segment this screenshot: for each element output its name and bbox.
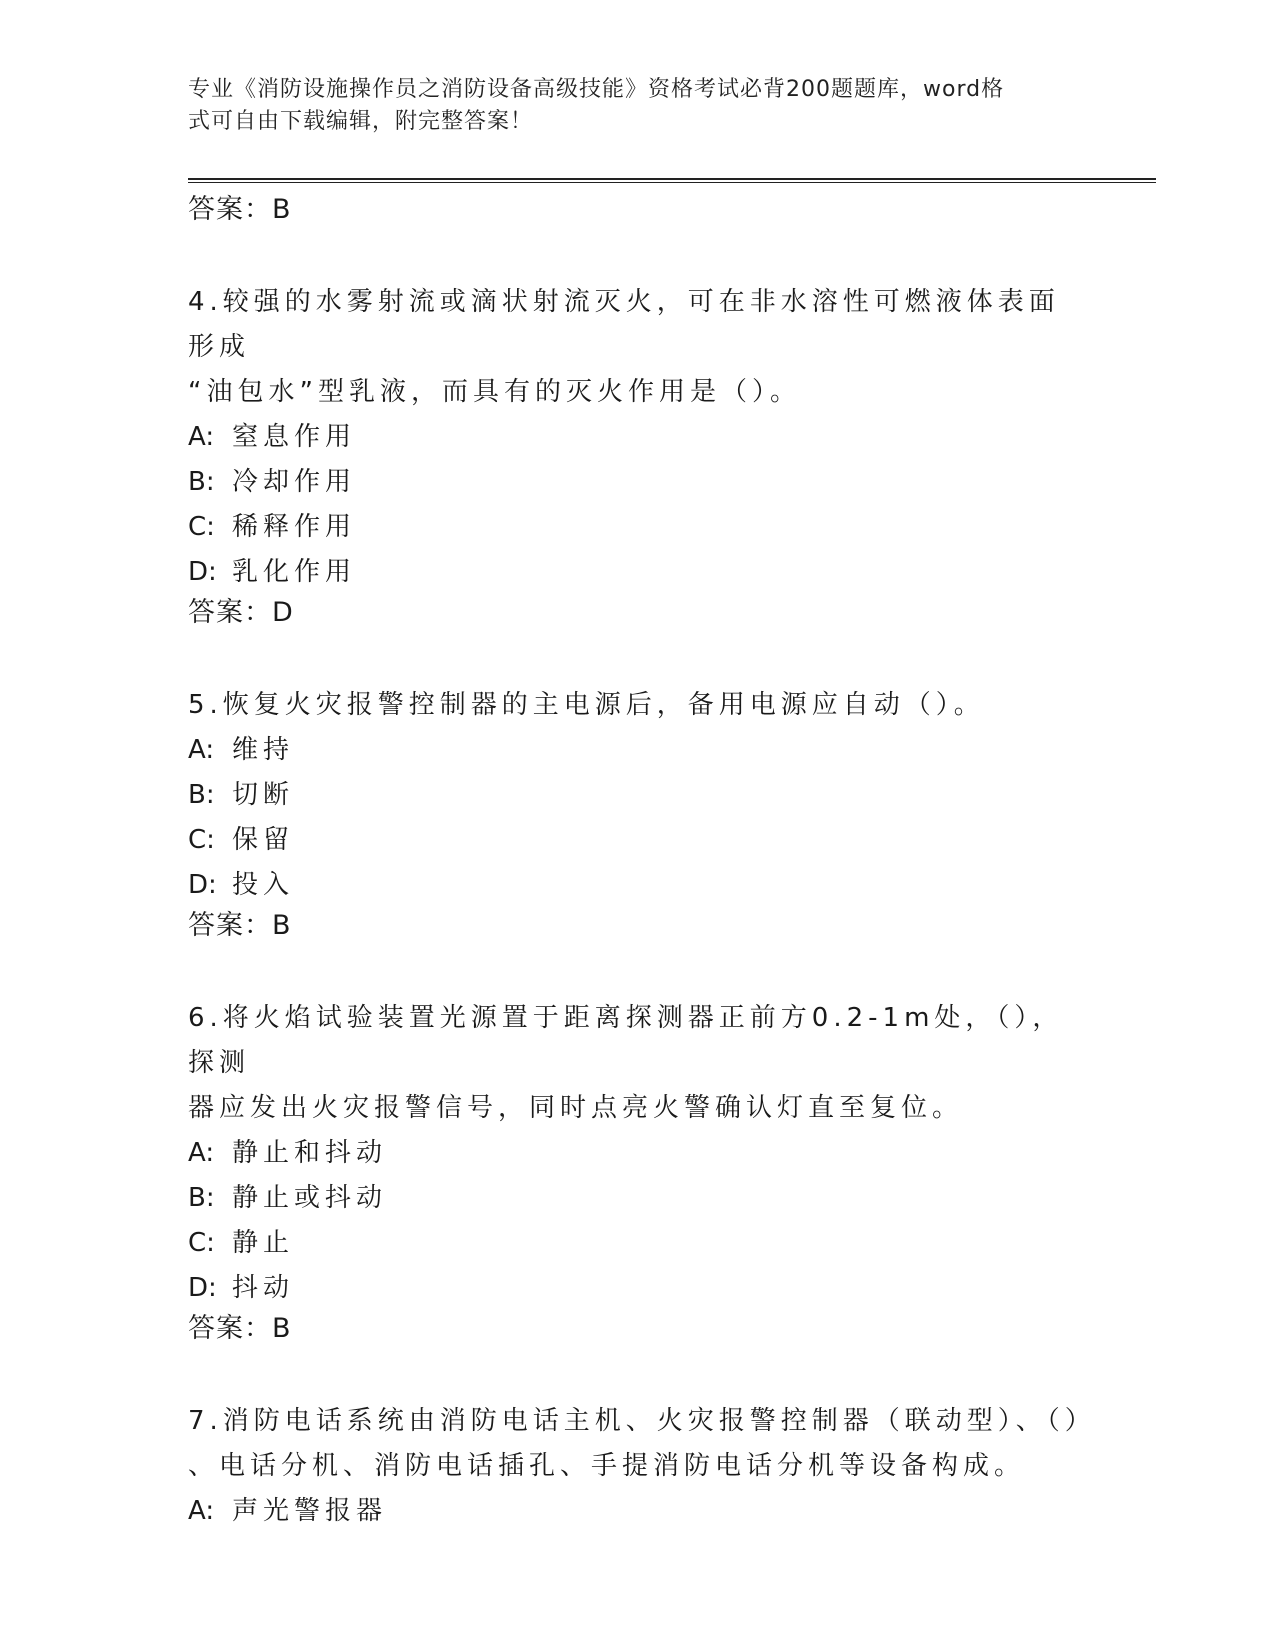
option-b	[188, 773, 1088, 818]
option-c	[188, 505, 1088, 550]
option-c	[188, 818, 1088, 863]
option-d	[188, 550, 1088, 595]
option-letter: B:	[188, 1183, 215, 1213]
option-text: 抖动	[232, 1273, 295, 1303]
option-letter: A:	[188, 422, 215, 452]
option-letter: A:	[188, 735, 215, 765]
document-header	[188, 74, 1068, 138]
question-list	[188, 192, 1096, 1534]
answer-line: 答案：B	[188, 910, 292, 941]
option-letter: B:	[188, 467, 215, 497]
option-d	[188, 863, 1088, 908]
question-stem: 6.将火焰试验装置光源置于距离探测器正前方0.2-1m处，（），探测	[188, 1003, 1064, 1078]
option-letter: A:	[188, 1138, 215, 1168]
answer-line: 答案：B	[188, 1313, 292, 1344]
header-line-2: 式可自由下载编辑，附完整答案！	[188, 109, 534, 134]
option-a	[188, 1131, 1088, 1176]
option-a	[188, 1489, 1088, 1534]
option-letter: C:	[188, 512, 215, 542]
option-text: 稀释作用	[232, 512, 357, 542]
option-text: 静止和抖动	[232, 1138, 388, 1168]
option-text: 冷却作用	[232, 467, 357, 497]
header-line-1: 专业《消防设施操作员之消防设备高级技能》资格考试必背200题题库，word格	[188, 77, 1005, 102]
option-text: 投入	[232, 870, 295, 900]
option-d	[188, 1266, 1088, 1311]
option-b	[188, 460, 1088, 505]
option-text: 乳化作用	[232, 557, 357, 587]
question-5	[188, 683, 1088, 944]
question-7	[188, 1399, 1096, 1534]
option-text: 保留	[232, 825, 295, 855]
question-stem-cont: 器应发出火灾报警信号，同时点亮火警确认灯直至复位。	[188, 1093, 964, 1123]
option-text: 切断	[232, 780, 295, 810]
option-letter: C:	[188, 1228, 215, 1258]
question-stem: 5.恢复火灾报警控制器的主电源后，备用电源应自动（）。	[188, 690, 985, 720]
option-letter: C:	[188, 825, 215, 855]
question-stem: 7.消防电话系统由消防电话主机、火灾报警控制器（联动型）、（）	[188, 1406, 1096, 1436]
option-text: 静止	[232, 1228, 295, 1258]
option-text: 声光警报器	[232, 1496, 388, 1526]
answer-line-q3: 答案：B	[188, 194, 292, 225]
option-text: 维持	[232, 735, 295, 765]
option-letter: D:	[188, 870, 217, 900]
option-c	[188, 1221, 1088, 1266]
option-text: 静止或抖动	[232, 1183, 388, 1213]
option-letter: D:	[188, 1273, 217, 1303]
option-letter: B:	[188, 780, 215, 810]
option-b	[188, 1176, 1088, 1221]
option-a	[188, 728, 1088, 773]
question-stem-cont: “油包水”型乳液，而具有的灭火作用是（）。	[188, 377, 801, 407]
header-divider	[188, 178, 1156, 183]
option-letter: A:	[188, 1496, 215, 1526]
answer-line: 答案：D	[188, 597, 294, 628]
question-4	[188, 280, 1088, 631]
option-a	[188, 415, 1088, 460]
option-text: 窒息作用	[232, 422, 357, 452]
option-letter: D:	[188, 557, 217, 587]
question-6	[188, 996, 1088, 1347]
question-stem-cont: 、电话分机、消防电话插孔、手提消防电话分机等设备构成。	[188, 1451, 1026, 1481]
question-stem: 4.较强的水雾射流或滴状射流灭火，可在非水溶性可燃液体表面形成	[188, 287, 1060, 362]
